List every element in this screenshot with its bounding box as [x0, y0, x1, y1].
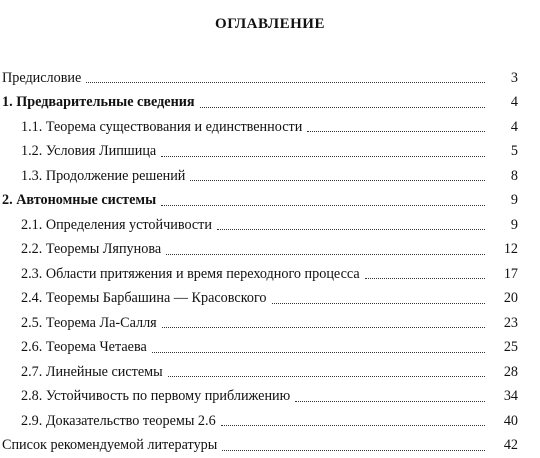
- toc-entry-page: 4: [490, 94, 540, 111]
- toc-entry-section-1-2[interactable]: [0, 140, 540, 165]
- toc-entry-chapter-2[interactable]: [0, 189, 540, 214]
- dot-leader: [295, 400, 485, 402]
- dot-leader: [365, 277, 485, 279]
- toc-entry-title: Предисловие: [2, 70, 81, 87]
- toc-entry-page: 42: [490, 437, 540, 454]
- toc-entry-section-2-9[interactable]: [0, 409, 540, 434]
- toc-entry-page: 4: [490, 119, 540, 136]
- toc-entry-title: 1.1. Теорема существования и единственности: [21, 119, 302, 136]
- toc-entry-title: 2.7. Линейные системы: [21, 364, 163, 381]
- toc-entry-title: 2.6. Теорема Четаева: [21, 339, 147, 356]
- toc-entry-page: 28: [490, 364, 540, 381]
- toc-entry-page: 5: [490, 143, 540, 160]
- toc-entry-section-2-2[interactable]: [0, 238, 540, 263]
- toc-entry-title: 2.1. Определения устойчивости: [21, 217, 212, 234]
- toc-entry-title: 2.4. Теоремы Барбашина — Красовского: [21, 290, 267, 307]
- toc-entry-section-2-8[interactable]: [0, 385, 540, 410]
- dot-leader: [161, 155, 485, 157]
- toc-entry-section-2-7[interactable]: [0, 360, 540, 385]
- toc-entry-title: 2. Автономные системы: [2, 192, 156, 209]
- toc-entry-references[interactable]: [0, 434, 540, 458]
- toc-entry-page: 23: [490, 315, 540, 332]
- dot-leader: [166, 253, 485, 255]
- dot-leader: [217, 228, 485, 230]
- table-of-contents: [0, 66, 540, 458]
- toc-entry-page: 9: [490, 217, 540, 234]
- toc-entry-section-2-5[interactable]: [0, 311, 540, 336]
- toc-entry-page: 40: [490, 413, 540, 430]
- dot-leader: [152, 351, 485, 353]
- dot-leader: [168, 375, 485, 377]
- toc-entry-preface[interactable]: [0, 66, 540, 91]
- toc-entry-title: 1.2. Условия Липшица: [21, 143, 156, 160]
- toc-entry-title: 2.2. Теоремы Ляпунова: [21, 241, 161, 258]
- dot-leader: [222, 449, 485, 451]
- toc-entry-section-1-3[interactable]: [0, 164, 540, 189]
- toc-heading: ОГЛАВЛЕНИЕ: [0, 16, 540, 33]
- toc-entry-chapter-1[interactable]: [0, 91, 540, 116]
- toc-entry-title: 2.3. Области притяжения и время переходного процесса: [21, 266, 360, 283]
- toc-entry-section-1-1[interactable]: [0, 115, 540, 140]
- toc-entry-title: 2.9. Доказательство теоремы 2.6: [21, 413, 216, 430]
- toc-entry-section-2-4[interactable]: [0, 287, 540, 312]
- dot-leader: [190, 179, 485, 181]
- toc-entry-section-2-6[interactable]: [0, 336, 540, 361]
- toc-entry-page: 25: [490, 339, 540, 356]
- dot-leader: [162, 326, 485, 328]
- toc-entry-page: 8: [490, 168, 540, 185]
- toc-entry-page: 34: [490, 388, 540, 405]
- toc-entry-page: 20: [490, 290, 540, 307]
- dot-leader: [200, 106, 485, 108]
- toc-entry-title: 1. Предварительные сведения: [2, 94, 195, 111]
- dot-leader: [86, 81, 485, 83]
- toc-entry-title: Список рекомендуемой литературы: [2, 437, 217, 454]
- toc-entry-page: 12: [490, 241, 540, 258]
- dot-leader: [307, 130, 485, 132]
- toc-entry-page: 17: [490, 266, 540, 283]
- toc-entry-title: 1.3. Продолжение решений: [21, 168, 185, 185]
- toc-entry-section-2-3[interactable]: [0, 262, 540, 287]
- toc-entry-title: 2.8. Устойчивость по первому приближению: [21, 388, 290, 405]
- dot-leader: [272, 302, 485, 304]
- toc-entry-page: 3: [490, 70, 540, 87]
- dot-leader: [161, 204, 485, 206]
- toc-entry-title: 2.5. Теорема Ла-Салля: [21, 315, 157, 332]
- dot-leader: [221, 424, 485, 426]
- toc-entry-page: 9: [490, 192, 540, 209]
- toc-entry-section-2-1[interactable]: [0, 213, 540, 238]
